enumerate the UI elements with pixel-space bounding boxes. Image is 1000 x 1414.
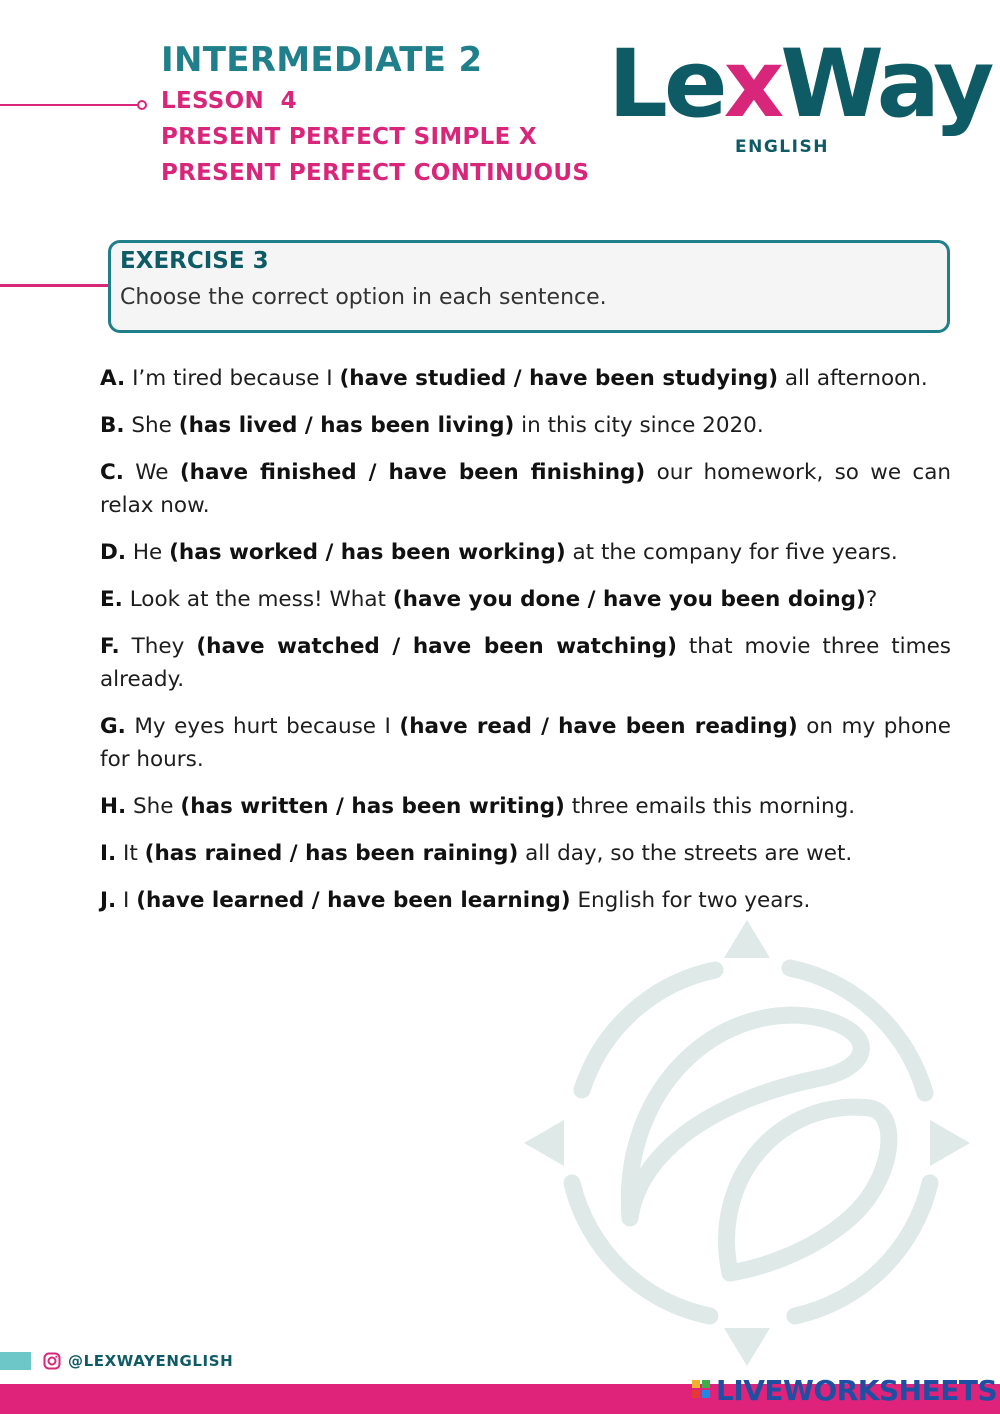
question-item: E. Look at the mess! What (have you done / have you been doing)? (100, 587, 878, 612)
answer-options[interactable]: (has worked / has been working) (169, 540, 566, 565)
question-item: G. My eyes hurt because I (have read / have been reading) on my phone for hours. (100, 714, 952, 772)
question-item: C. We (have finished / have been finishing) our homework, so we can relax now. (100, 460, 951, 518)
answer-options[interactable]: (have read / have been reading) (399, 714, 798, 739)
footer-accent-bar (0, 1352, 31, 1370)
exercise-instruction: Choose the correct option in each sentence. (120, 285, 607, 310)
exercise-decor-line (0, 284, 110, 287)
question-item: H. She (has written / has been writing) three emails this morning. (100, 794, 856, 819)
lesson-topic-line2: PRESENT PERFECT CONTINUOUS (161, 160, 590, 186)
answer-options[interactable]: (have learned / have been learning) (136, 888, 571, 913)
liveworksheets-blocks-icon (692, 1380, 712, 1400)
question-item: J. I (have learned / have been learning) English for two years. (100, 888, 811, 913)
lexway-logo (608, 30, 991, 166)
exercise-title: EXERCISE 3 (120, 248, 269, 274)
question-item: B. She (has lived / has been living) in this city since 2020. (100, 413, 764, 438)
answer-options[interactable]: (have studied / have been studying) (339, 366, 779, 391)
liveworksheets-brand: LIVEWORKSHEETS (716, 1373, 998, 1407)
answer-options[interactable]: (has rained / has been raining) (144, 841, 519, 866)
lesson-number: LESSON 4 (161, 88, 297, 114)
exercise-header-box (108, 240, 950, 333)
answer-options[interactable]: (have you done / have you been doing) (392, 587, 866, 612)
question-item: F. They (have watched / have been watching) that movie three times already. (100, 634, 952, 692)
social-handle[interactable]: @LEXWAYENGLISH (68, 1352, 234, 1370)
header-decor-line (0, 104, 138, 106)
liveworksheets-logo[interactable] (692, 1373, 998, 1407)
instagram-icon (43, 1352, 61, 1370)
logo-subtitle: ENGLISH (735, 137, 829, 157)
compass-watermark-icon (520, 918, 975, 1368)
question-item: D. He (has worked / has been working) at the company for five years. (100, 540, 898, 565)
logo-wordmark: LexWay (608, 30, 991, 139)
header-decor-dot (137, 100, 147, 110)
answer-options[interactable]: (have finished / have been finishing) (179, 460, 646, 485)
answer-options[interactable]: (has written / has been writing) (180, 794, 565, 819)
question-item: A. I’m tired because I (have studied / have been studying) all afternoon. (100, 366, 928, 391)
question-list (100, 362, 951, 931)
question-item: I. It (has rained / has been raining) all day, so the streets are wet. (100, 841, 853, 866)
answer-options[interactable]: (has lived / has been living) (178, 413, 515, 438)
answer-options[interactable]: (have watched / have been watching) (196, 634, 677, 659)
lesson-topic-line1: PRESENT PERFECT SIMPLE X (161, 124, 537, 150)
course-level: INTERMEDIATE 2 (161, 40, 483, 80)
